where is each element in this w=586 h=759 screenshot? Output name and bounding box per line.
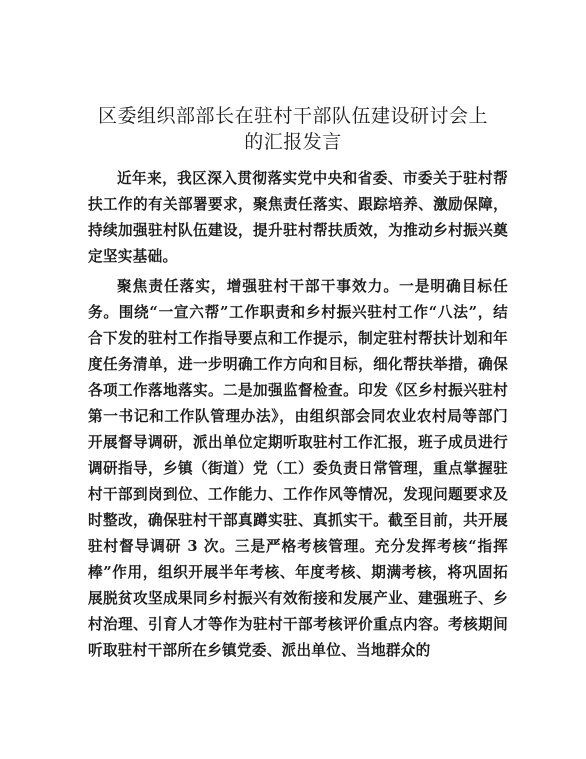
document-title-line-2: 的汇报发言 — [244, 131, 342, 153]
body-paragraph-1: 近年来，我区深入贯彻落实党中央和省委、市委关于驻村帮扶工作的有关部署要求，聚焦责任落实、跟踪培养、激励保障，持续加强驻村队伍建设，提升驻村帮扶质效，为推动乡村振兴奠定坚实基础。 — [88, 170, 508, 265]
body-paragraph-2: 聚焦责任落实，增强驻村干部干事效力。一是明确目标任务。围绕“一宣六帮”工作职责和乡村振兴驻村工作“八法”，结合下发的驻村工作指导要点和工作提示，制定驻村帮扶计划和年度任务清单，进一步明确工作方向和目标，细化帮扶举措，确保各项工作落地落实。二是加强监督检查。印发《区乡村振兴驻村第一书记和工作队管理办法》，由组织部会同农业农村局等部门开展督导调研，派出单位定期听取驻村工作汇报，班子成员进行调研指导，乡镇（街道）党（工）委负责日常管理，重点掌握驻村干部到岗到位、工作能力、工作作风等情况，发现问题要求及时整改，确保驻村干部真蹲实驻、真抓实干。截至目前，共开展驻村督导调研 3 次。三是严格考核管理。充分发挥考核“指挥棒”作用，组织开展半年考核、年度考核、期满考核，将巩固拓展脱贫攻坚成果同乡村振兴有效衔接和发展产业、建强班子、乡村治理、引育人才等作为驻村干部考核评价重点内容。考核期间听取驻村干部所在乡镇党委、派出单位、当地群众的 — [88, 278, 508, 659]
document-title-line-1: 区委组织部部长在驻村干部队伍建设研讨会上 — [97, 105, 488, 127]
